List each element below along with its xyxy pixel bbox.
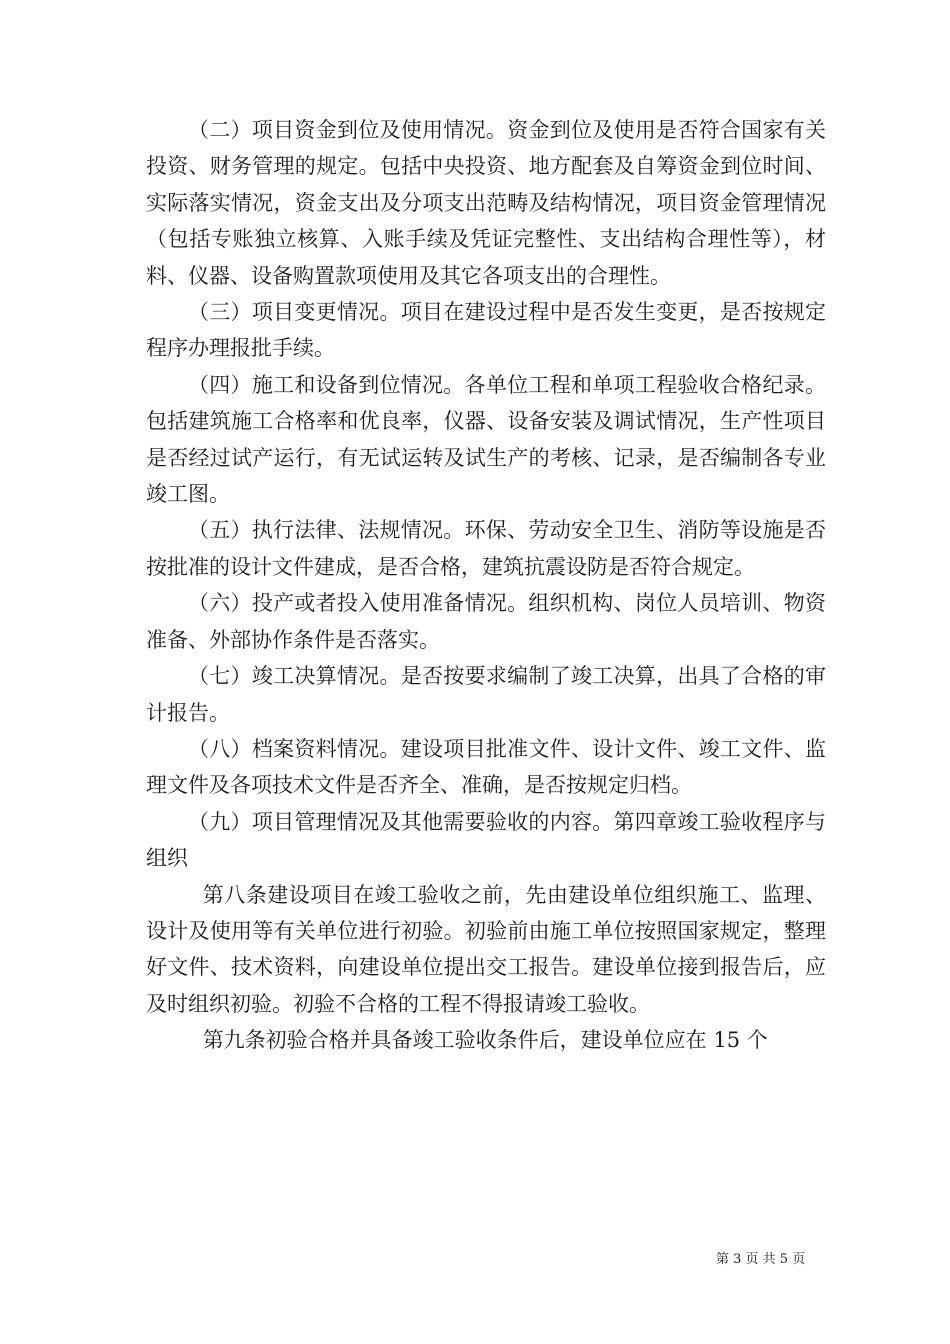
paragraph-project-funds: （二）项目资金到位及使用情况。资金到位及使用是否符合国家有关投资、财务管理的规定。包括中央投资、地方配套及自筹资金到位时间、实际落实情况，资金支出及分项支出范畴及结构情况，项目资金管理情况（包括专账独立核算、入账手续及凭证完整性、支出结构合理性等），材料、仪器、设备购置款项使用及其它各项支出的合理性。 (146, 118, 826, 288)
paragraph-laws-regulations: （五）执行法律、法规情况。环保、劳动安全卫生、消防等设施是否按批准的设计文件建成，是否合格，建筑抗震设防是否符合规定。 (146, 518, 826, 579)
paragraph-final-accounts: （七）竣工决算情况。是否按要求编制了竣工决算，出具了合格的审计报告。 (146, 664, 826, 725)
paragraph-article-8: 第八条建设项目在竣工验收之前，先由建设单位组织施工、监理、设计及使用等有关单位进行初验。初验前由施工单位按照国家规定，整理好文件、技术资料，向建设单位提出交工报告。建设单位接到报告后，应及时组织初验。初验不合格的工程不得报请竣工验收。 (146, 882, 826, 1016)
paragraph-production-readiness: （六）投产或者投入使用准备情况。组织机构、岗位人员培训、物资准备、外部协作条件是否落实。 (146, 591, 826, 652)
paragraph-project-changes: （三）项目变更情况。项目在建设过程中是否发生变更，是否按规定程序办理报批手续。 (146, 300, 826, 361)
paragraph-project-management: （九）项目管理情况及其他需要验收的内容。第四章竣工验收程序与组织 (146, 809, 826, 871)
document-body (146, 112, 826, 1059)
paragraph-archives: （八）档案资料情况。建设项目批准文件、设计文件、竣工文件、监理文件及各项技术文件是否齐全、准确，是否按规定归档。 (146, 736, 826, 798)
page-number-footer: 第 3 页 共 5 页 (716, 1252, 806, 1267)
paragraph-article-9: 第九条初验合格并具备竣工验收条件后，建设单位应在 15 个 (202, 1028, 768, 1053)
paragraph-construction-equipment: （四）施工和设备到位情况。各单位工程和单项工程验收合格纪录。包括建筑施工合格率和优良率，仪器、设备安装及调试情况，生产性项目是否经过试产运行，有无试运转及试生产的考核、记录，是否编制各专业竣工图。 (146, 372, 826, 507)
